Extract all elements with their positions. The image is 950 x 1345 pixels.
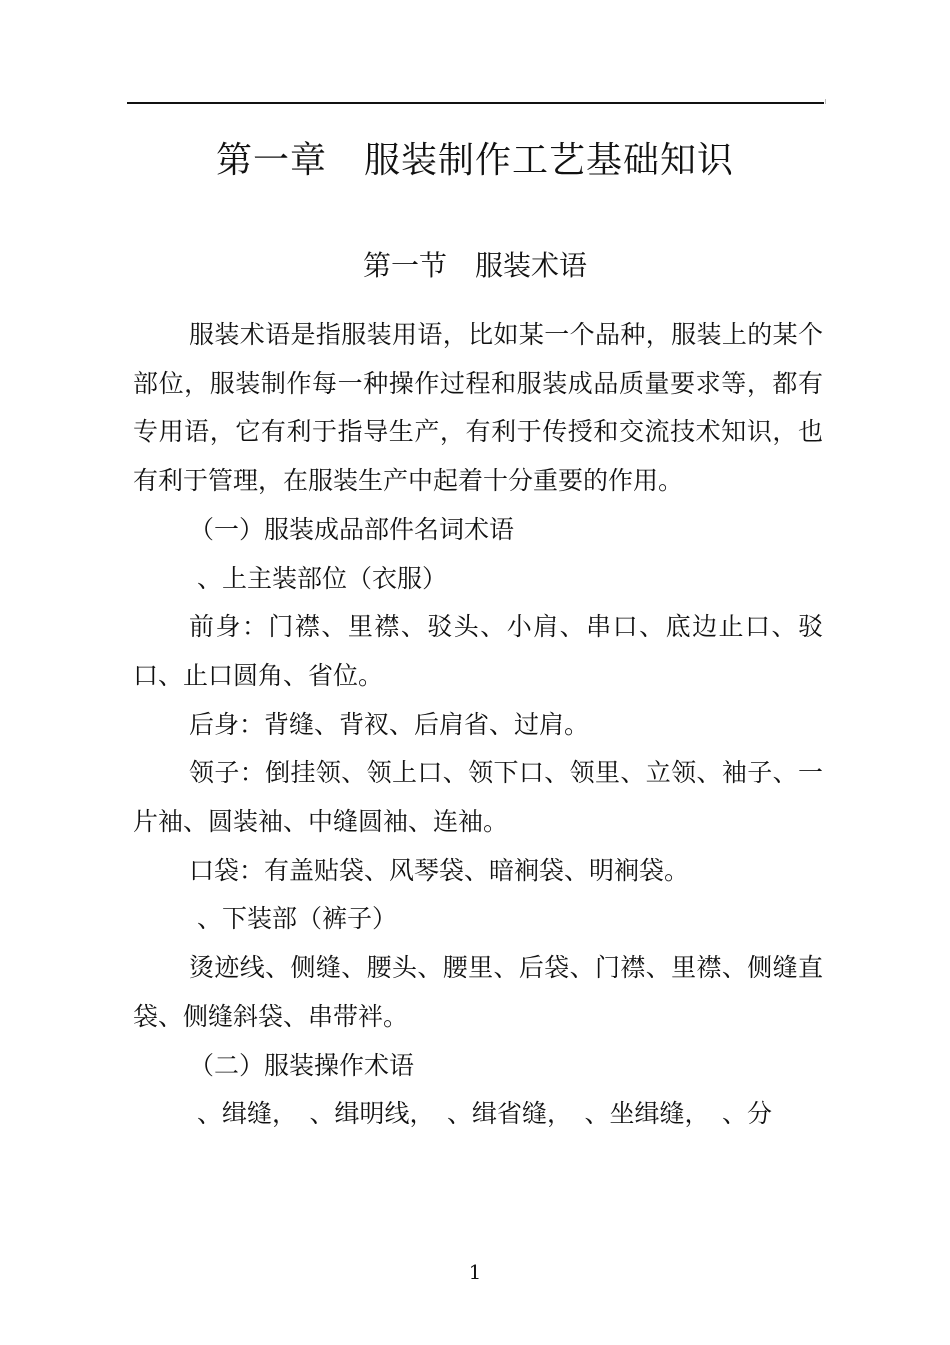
intro-paragraph: 服装术语是指服装用语，比如某一个品种，服装上的某个部位，服装制作每一种操作过程和服装成品质量要求等，都有专用语，它有利于指导生产，有利于传授和交流技术知识，也有利于管理，在服装生产中起着十分重要的作用。 bbox=[133, 320, 823, 496]
body-text bbox=[133, 311, 823, 1139]
term-back-body: 后身：背缝、背衩、后肩省、过肩。 bbox=[189, 709, 590, 739]
term-pocket: 口袋：有盖贴袋、风琴袋、暗裥袋、明裥袋。 bbox=[189, 855, 690, 885]
section-title: 第一节 服装术语 bbox=[362, 249, 587, 282]
subheading-upper-garment: 、上主装部位（衣服） bbox=[197, 563, 448, 593]
header-rule bbox=[127, 102, 824, 104]
term-front-body: 前身：门襟、里襟、驳头、小肩、串口、底边止口、驳口、止口圆角、省位。 bbox=[133, 612, 823, 690]
header-rule-mark bbox=[825, 99, 826, 104]
subheading-operation-terms: （二）服装操作术语 bbox=[189, 1050, 415, 1080]
term-operations-list: 、缉缝， 、缉明线， 、缉省缝， 、坐缉缝， 、分 bbox=[197, 1099, 773, 1129]
subheading-finished-parts-terms: （一）服装成品部件名词术语 bbox=[189, 514, 515, 544]
subheading-lower-garment: 、下装部（裤子） bbox=[197, 904, 398, 934]
chapter-title: 第一章 服装制作工艺基础知识 bbox=[215, 140, 734, 181]
term-trousers: 烫迹线、侧缝、腰头、腰里、后袋、门襟、里襟、侧缝直袋、侧缝斜袋、串带袢。 bbox=[133, 953, 823, 1031]
term-collar: 领子：倒挂领、领上口、领下口、领里、立领、袖子、一片袖、圆装袖、中缝圆袖、连袖。 bbox=[133, 758, 823, 837]
page-number: 1 bbox=[468, 1260, 482, 1284]
